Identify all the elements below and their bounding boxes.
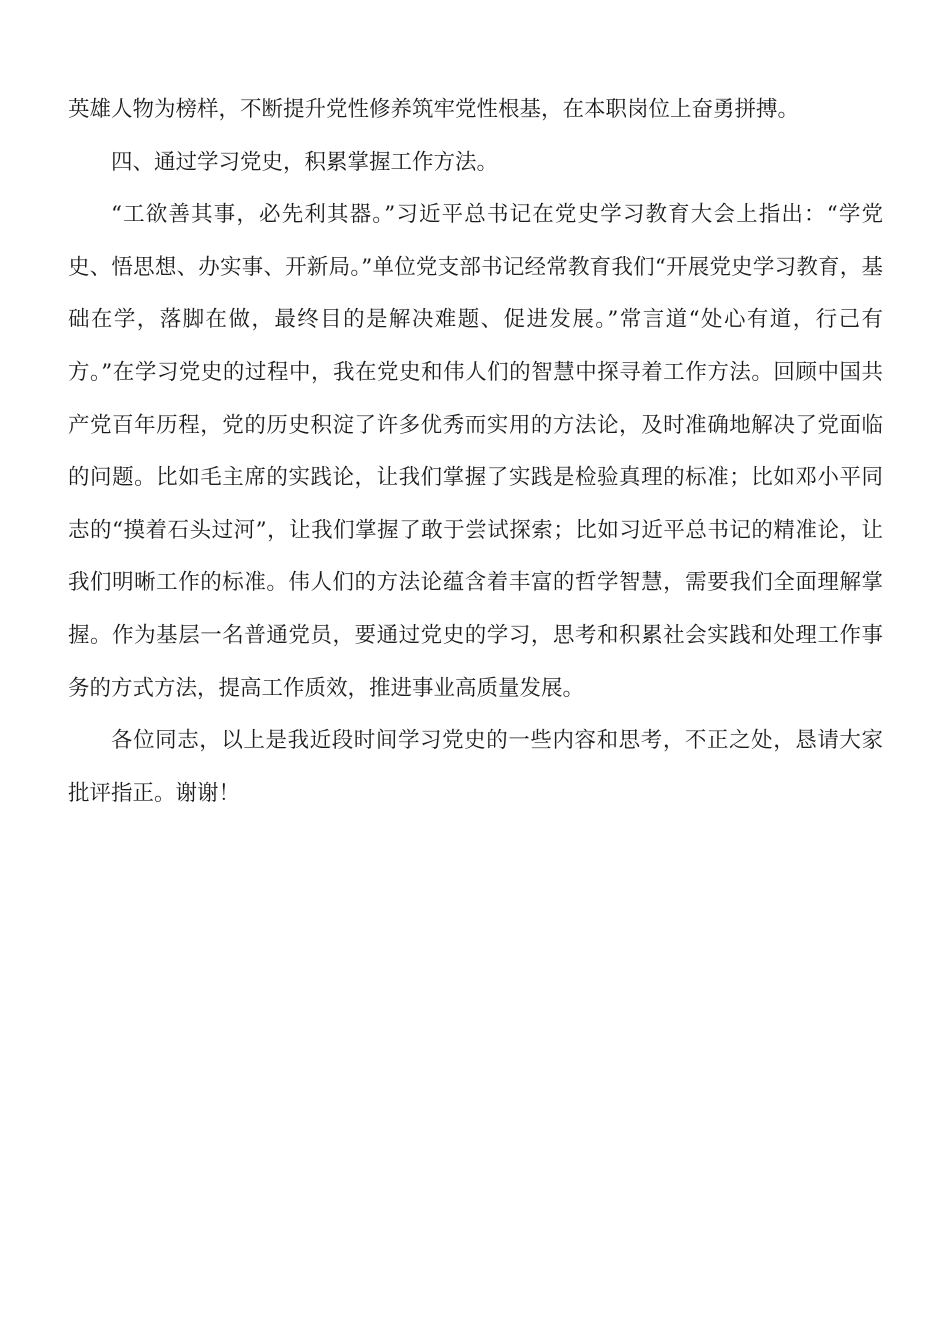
paragraph-work-methods: “工欲善其事，必先利其器。”习近平总书记在党史学习教育大会上指出：“学党史、悟思想、办实事、开新局。”单位党支部书记经常教育我们“开展党史学习教育，基础在学，落脚在做，最终目的是解决难题、促进发展。”常言道“处心有道，行己有方。”在学习党史的过程中，我在党史和伟人们的智慧中探寻着工作方法。回顾中国共产党百年历程，党的历史积淀了许多优秀而实用的方法论，及时准确地解决了党面临的问题。比如毛主席的实践论，让我们掌握了实践是检验真理的标准；比如邓小平同志的“摸着石头过河”，让我们掌握了敢于尝试探索；比如习近平总书记的精准论，让我们明晰工作的标准。伟人们的方法论蕴含着丰富的哲学智慧，需要我们全面理解掌握。作为基层一名普通党员，要通过党史的学习，思考和积累社会实践和处理工作事务的方式方法，提高工作质效，推进事业高质量发展。 <box>68 202 883 701</box>
section-heading-four: 四、通过学习党史，积累掌握工作方法。 <box>111 149 499 175</box>
document-body <box>68 84 883 820</box>
paragraph-closing: 各位同志，以上是我近段时间学习党史的一些内容和思考，不正之处，恳请大家批评指正。谢谢！ <box>68 728 883 806</box>
paragraph-continuation: 英雄人物为榜样，不断提升党性修养筑牢党性根基，在本职岗位上奋勇拼搏。 <box>68 97 800 122</box>
